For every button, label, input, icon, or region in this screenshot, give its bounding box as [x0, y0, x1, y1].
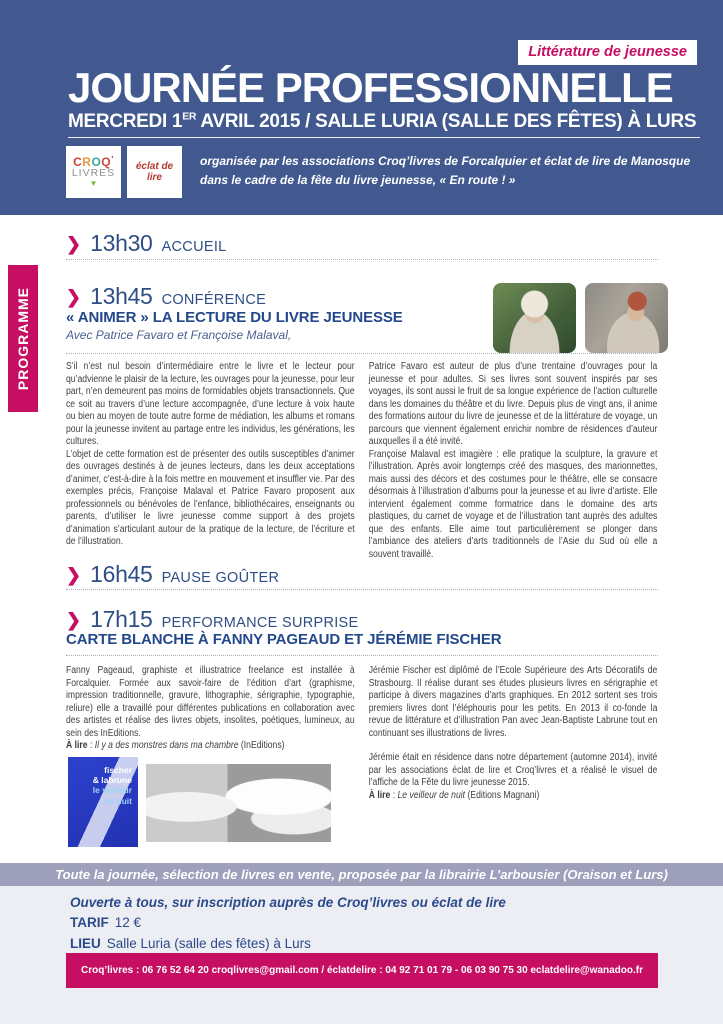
schedule-time: 13h45 — [90, 283, 153, 309]
conference-text-left-p2: L’objet de cette formation est de présenter des outils susceptibles d’animer des ouvrages destinés à de jeunes lecteurs, dans les deux acceptations d’animer, c’est-à-dire à la fois mettre en mouvement et insuffler vie. Par des exemples précis, Françoise Malaval et Patrice Favaro proposent aux professionnels ou bénévoles de l’enfance, bibliothécaires, enseignants ou parents, d’utiliser le livre jeunesse comme support à des projets d’animation s’articulant autour de la pratique de la lecture, de l’écriture et de l’illustration. — [66, 448, 355, 548]
chevron-icon: ❯ — [66, 565, 82, 585]
jeremie-a-lire: À lire : Le veilleur de nuit (Editions Magnani) — [368, 789, 540, 801]
subtitle-superscript: ER — [182, 111, 197, 123]
practical-info — [70, 893, 506, 954]
subtitle-prefix: MERCREDI 1 — [68, 111, 183, 132]
contact-banner — [66, 953, 658, 988]
separator — [66, 589, 658, 590]
jeremie-paragraph-1: Jérémie Fischer est diplômé de l’École Supérieure des Arts Décoratifs de Strasbourg. Il réalise durant ses études plusieurs livres en sérigraphie et participe à divers magazines d’arts graphiques. En 2012 sortent ses trois premiers livres dont l’éléphouris pour les petits. En 2013 il co-fonde la revue de littérature et d’illustration Pan avec Jean-Baptiste Labrune tout en continuant ses illustrations de livres. — [368, 665, 658, 739]
schedule-category: ACCUEIL — [161, 239, 227, 255]
bookshop-banner — [0, 863, 723, 886]
category-badge-label: Littérature de jeunesse — [528, 44, 687, 60]
book-photo-monstres — [146, 764, 331, 842]
performance-title: CARTE BLANCHE À FANNY PAGEAUD ET JÉRÉMIE FISCHER — [66, 631, 502, 648]
conference-text-right-p1: Patrice Favaro est auteur de plus d’une trentaine d’ouvrages pour la jeunesse et pour adultes. Si ses livres sont souvent inspirés par ses voyages, ils sont aussi le fruit de sa longue expérience de l’action culturelle dans les domaines du théâtre et du livre. Depuis plus de vingt ans, il anime des formations autour du livre de jeunesse et de la littérature de voyage, un parcours que viennent également enrichir nombre de résidences d’auteur auxquelles il a été invité. — [368, 361, 658, 448]
croq-livres-logo — [66, 146, 121, 198]
schedule-item-pause — [66, 561, 279, 588]
conference-text-left — [66, 361, 355, 562]
header — [0, 0, 723, 215]
separator — [66, 353, 658, 354]
chevron-icon: ❯ — [66, 234, 82, 254]
schedule-category: CONFÉRENCE — [161, 292, 267, 308]
registration-line: Ouverte à tous, sur inscription auprès de Croq’livres ou éclat de lire — [70, 895, 506, 910]
conference-text-left-p1: S’il n’est nul besoin d’intermédiaire entre le livre et le lecteur pour qu’advienne le plaisir de la lecture, les ouvrages pour la jeunesse, pour leur part, n’en demeurent pas moins de formidables objets transactionnels. Que ce soit au travers d’une lecture accompagnée, d’une lecture à voix haute ou bien au moyen de toute autre forme de médiation, les albums et romans pour la jeunesse invitent au partage entre les individus, les générations, les cultures. — [66, 361, 355, 448]
programme-banner — [8, 265, 38, 412]
conference-text — [66, 361, 657, 562]
schedule-category: PAUSE GOÛTER — [161, 570, 280, 586]
triangle-icon: ▼ — [89, 178, 98, 188]
eclat-de-lire-logo: éclat de lire — [127, 146, 182, 198]
book-cover-veilleur-de-nuit: fischer & labrune le veilleur de nuit — [68, 757, 138, 847]
chevron-icon: ❯ — [66, 610, 82, 630]
organizer-line-1: organisée par les associations Croq’livres de Forcalquier et éclat de lire de Manosque — [200, 154, 691, 168]
organizer-note — [200, 152, 690, 189]
conference-speakers: Avec Patrice Favaro et Françoise Malaval, — [66, 328, 292, 342]
schedule-item-conference — [66, 283, 266, 310]
schedule-item-performance — [66, 606, 359, 633]
contact-banner-text: Croq’livres : 06 76 52 64 20 croqlivres@gmail.com / éclatdelire : 04 92 71 01 79 - 06 03 90 75 30 eclatdelire@wanadoo.fr — [80, 965, 644, 976]
croq-livres-wordmark: CROQ’ — [73, 155, 114, 170]
logos-row — [66, 146, 182, 198]
category-badge — [518, 40, 697, 65]
page-title: JOURNÉE PROFESSIONNELLE — [68, 64, 673, 111]
schedule-item-accueil — [66, 230, 227, 257]
fanny-a-lire: À lire : Il y a des monstres dans ma chambre (InEditions) — [66, 740, 285, 752]
chevron-icon: ❯ — [66, 287, 82, 307]
separator — [66, 655, 658, 656]
programme-banner-label: PROGRAMME — [15, 286, 31, 391]
performance-text-jeremie — [369, 665, 658, 802]
tarif-line: TARIF 12 € — [70, 915, 142, 931]
jeremie-paragraph-2: Jérémie était en résidence dans notre département (automne 2014), invité par les associations éclat de lire et Croq’livres et a réalisé le visuel de l’affiche de la Fête du livre jeunesse 2015. — [368, 752, 658, 789]
schedule-category: PERFORMANCE SURPRISE — [161, 615, 359, 631]
croq-livres-subword: LIVRES — [71, 167, 116, 180]
event-date-location — [68, 111, 700, 133]
organizer-line-2: dans le cadre de la fête du livre jeunesse, « En route ! » — [200, 172, 516, 187]
separator — [66, 259, 658, 260]
fanny-paragraph: Fanny Pageaud, graphiste et illustratrice freelance est installée à Forcalquier. Formée aux savoir-faire de l’édition d’art (graphisme, impression traditionnelle, gravure, lithographie, sérigraphie, typographie, reliure) elle a travaillé pour différentes publications en collaboration avec des artistes et réalise des livres objets, insolites, poétiques, lumineux, au sein des InEditions. — [66, 665, 355, 739]
conference-text-right — [369, 361, 658, 562]
photo-francoise-malaval — [585, 283, 668, 353]
schedule-time: 16h45 — [90, 561, 153, 587]
conference-text-right-p2: Françoise Malaval est imagière : elle pratique la sculpture, la gravure et l’illustration. Après avoir longtemps créé des masques, des marionnettes, mais aussi des décors et des costumes pour le théâtre, elle se consacre désormais à l’illustration d’albums pour la jeunesse et au livre d’artiste. Elle intervient également comme formatrice dans le domaine des arts plastiques, du carnet de voyage et de l’illustration tant auprès des adultes que des enfants. Elle aime tout particulièrement se plonger dans l’ambiance des ateliers d’arts traditionnels de l’Asie du Sud où elle a souvent travaillé. — [368, 448, 658, 560]
lieu-line: LIEU Salle Luria (salle des fêtes) à Lurs — [70, 935, 311, 951]
bookshop-banner-text: Toute la journée, sélection de livres en vente, proposée par la librairie L’arbousier (Oraison et Lurs) — [55, 867, 668, 882]
paragraph-gap — [369, 740, 658, 752]
schedule-time: 13h30 — [90, 230, 153, 256]
photo-patrice-favaro — [493, 283, 576, 353]
header-divider — [68, 137, 700, 138]
subtitle-suffix: AVRIL 2015 / SALLE LURIA (SALLE DES FÊTES) À LURS — [196, 111, 697, 132]
schedule-time: 17h15 — [90, 606, 153, 632]
conference-title: « ANIMER » LA LECTURE DU LIVRE JEUNESSE — [66, 309, 403, 326]
